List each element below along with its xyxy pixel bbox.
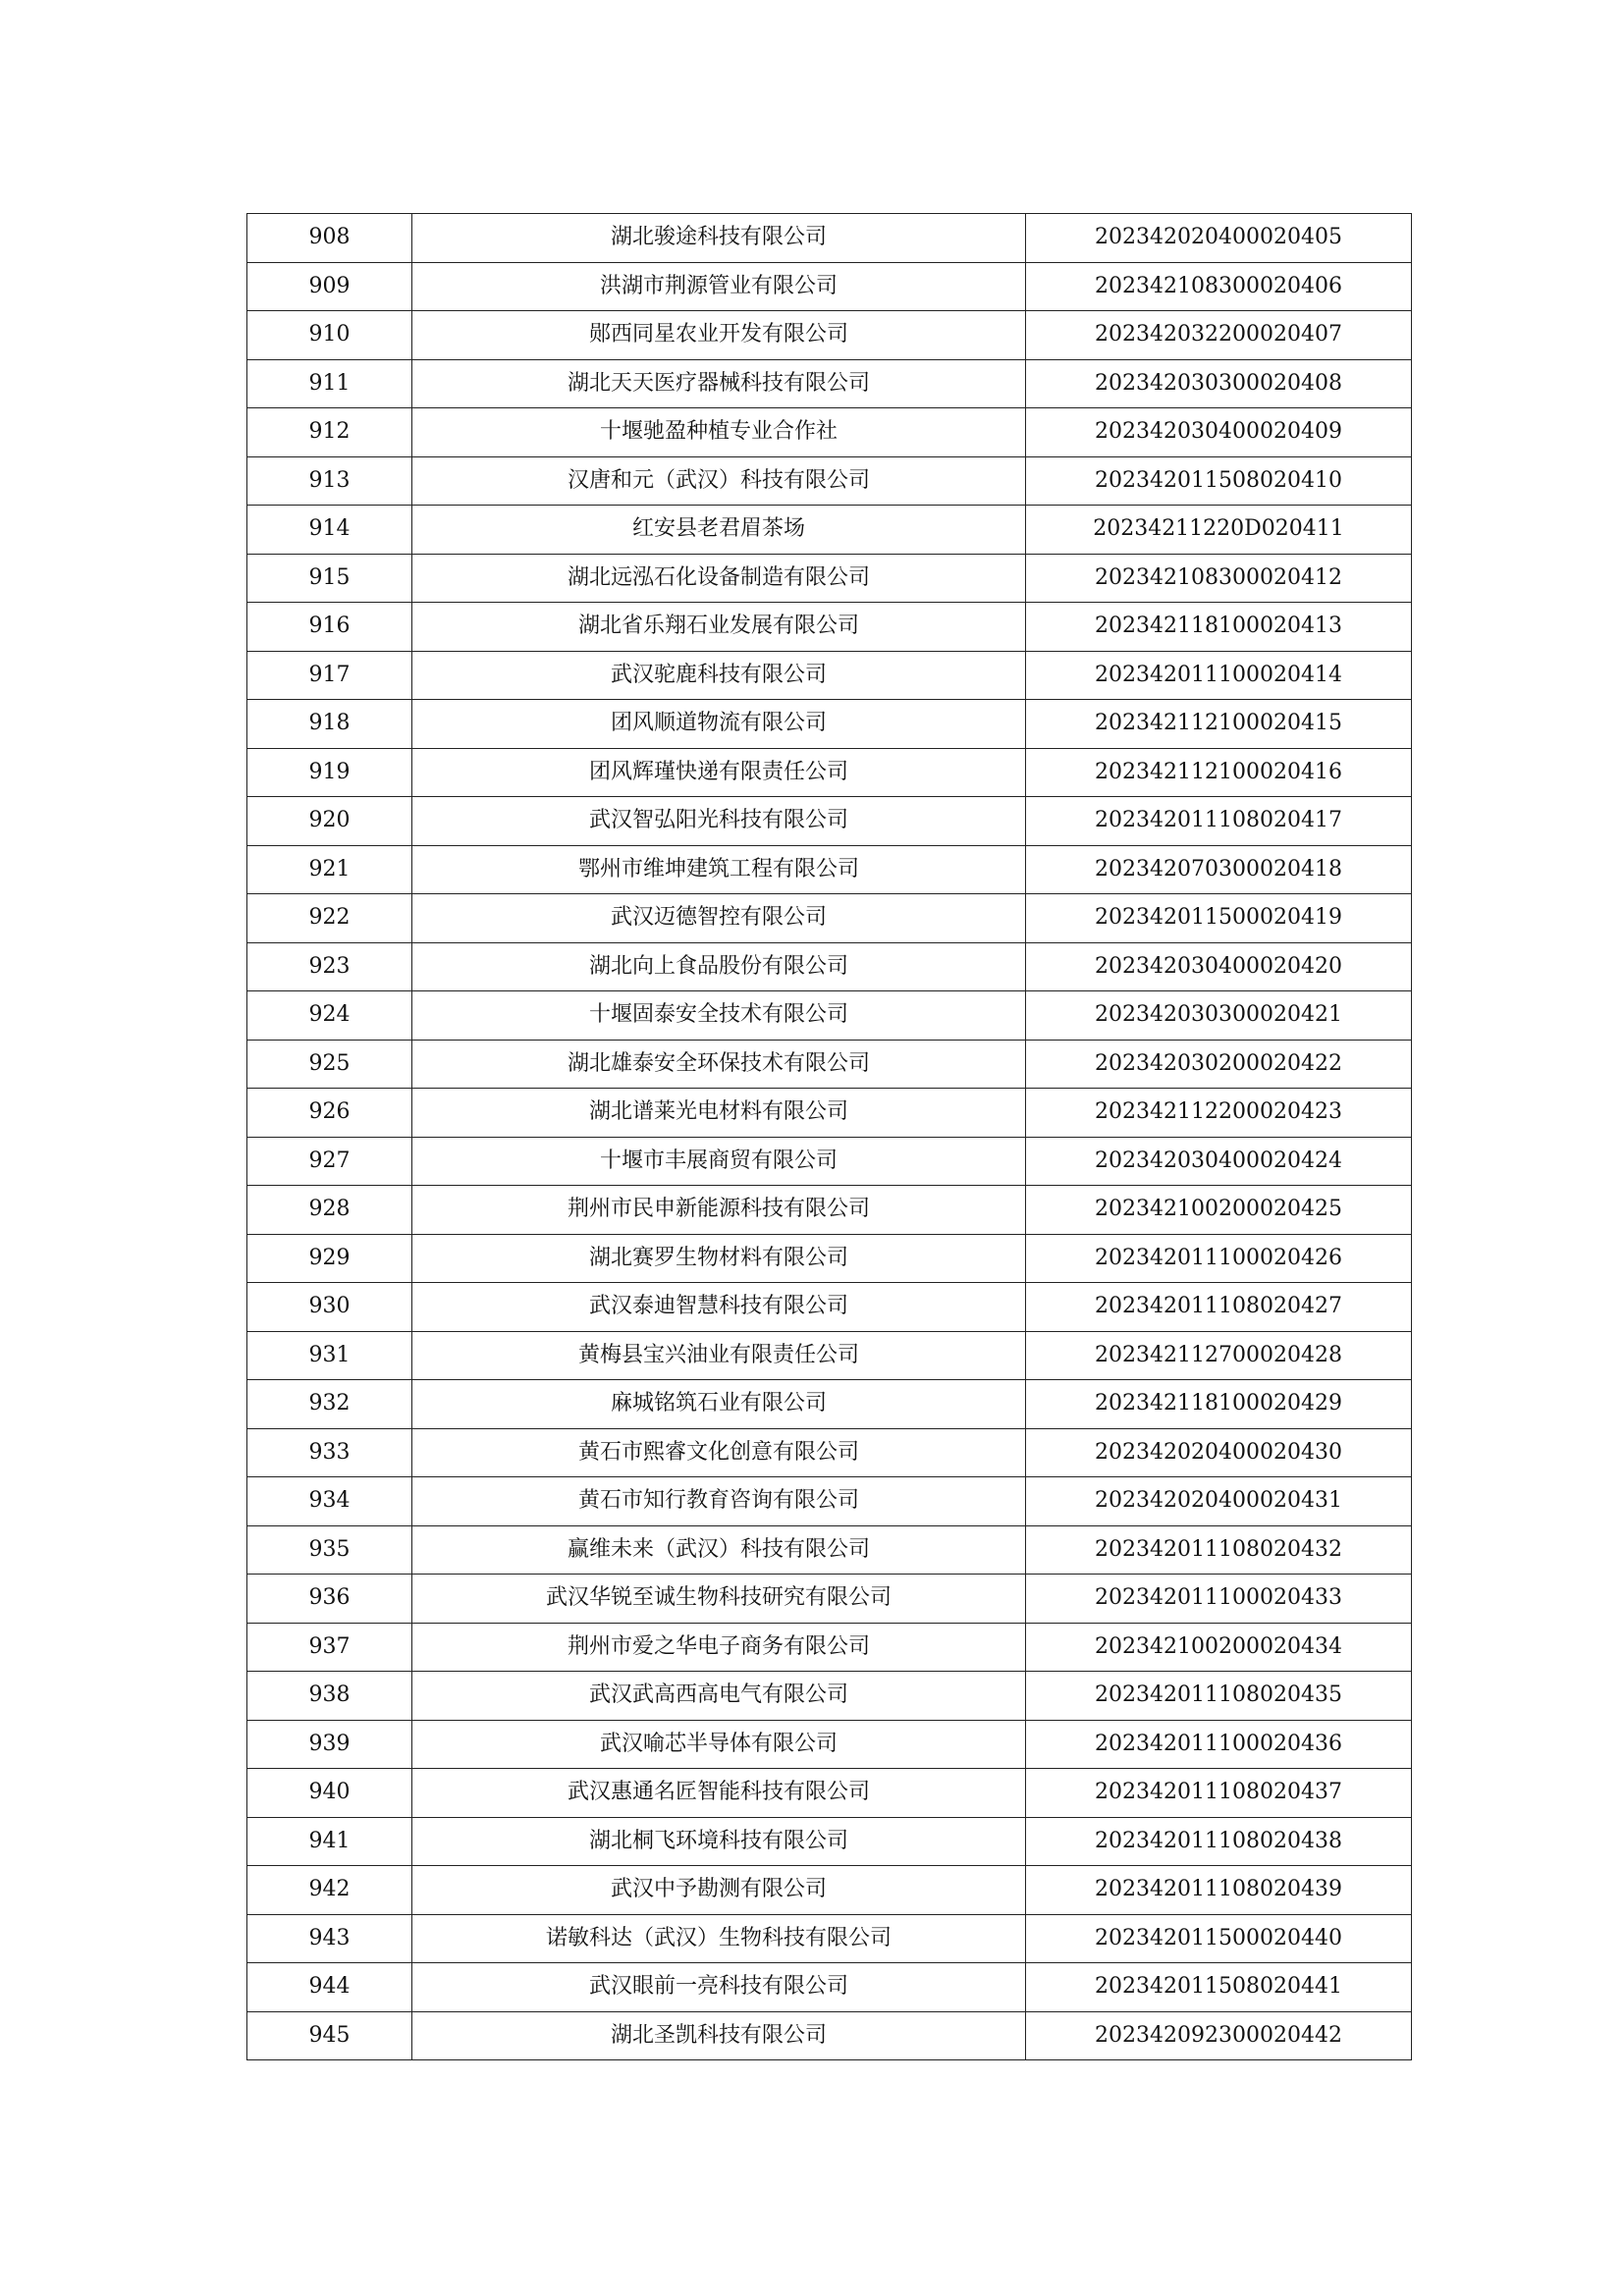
- table-row: [247, 651, 1412, 700]
- company-name-cell: 湖北省乐翔石业发展有限公司: [412, 603, 1026, 652]
- row-number-cell: 938: [247, 1672, 412, 1721]
- registration-code-cell: 202342011100020433: [1026, 1575, 1412, 1624]
- registration-code-cell: 202342070300020418: [1026, 845, 1412, 894]
- table-row: [247, 262, 1412, 311]
- registration-code-cell: 202342112200020423: [1026, 1089, 1412, 1138]
- company-name-cell: 武汉眼前一亮科技有限公司: [412, 1963, 1026, 2012]
- table-row: [247, 700, 1412, 749]
- registration-code-cell: 202342011500020440: [1026, 1914, 1412, 1963]
- company-name-cell: 武汉中予勘测有限公司: [412, 1866, 1026, 1915]
- row-number-cell: 941: [247, 1817, 412, 1866]
- company-name-cell: 湖北天天医疗器械科技有限公司: [412, 359, 1026, 408]
- row-number-cell: 937: [247, 1623, 412, 1672]
- registration-code-cell: 202342030200020422: [1026, 1040, 1412, 1089]
- registration-code-cell: 202342011108020439: [1026, 1866, 1412, 1915]
- company-name-cell: 洪湖市荆源管业有限公司: [412, 262, 1026, 311]
- row-number-cell: 908: [247, 214, 412, 263]
- table-row: [247, 1089, 1412, 1138]
- company-name-cell: 团风顺道物流有限公司: [412, 700, 1026, 749]
- company-name-cell: 麻城铭筑石业有限公司: [412, 1380, 1026, 1429]
- row-number-cell: 919: [247, 748, 412, 797]
- table-row: [247, 894, 1412, 943]
- registration-code-cell: 202342108300020412: [1026, 554, 1412, 603]
- registration-code-cell: 202342030400020424: [1026, 1137, 1412, 1186]
- company-name-cell: 荆州市民申新能源科技有限公司: [412, 1186, 1026, 1235]
- row-number-cell: 912: [247, 408, 412, 457]
- company-name-cell: 黄石市知行教育咨询有限公司: [412, 1477, 1026, 1526]
- registration-code-cell: 202342011108020435: [1026, 1672, 1412, 1721]
- company-name-cell: 十堰市丰展商贸有限公司: [412, 1137, 1026, 1186]
- registration-code-cell: 202342032200020407: [1026, 311, 1412, 360]
- company-name-cell: 湖北桐飞环境科技有限公司: [412, 1817, 1026, 1866]
- table-row: [247, 1040, 1412, 1089]
- row-number-cell: 933: [247, 1428, 412, 1477]
- registration-code-cell: 202342011108020432: [1026, 1525, 1412, 1575]
- table-row: [247, 1672, 1412, 1721]
- company-name-cell: 湖北谱莱光电材料有限公司: [412, 1089, 1026, 1138]
- row-number-cell: 914: [247, 506, 412, 555]
- table-row: [247, 1769, 1412, 1818]
- company-name-cell: 荆州市爱之华电子商务有限公司: [412, 1623, 1026, 1672]
- table-body: [247, 214, 1412, 2060]
- registration-code-cell: 202342030400020420: [1026, 942, 1412, 991]
- company-name-cell: 黄石市熙睿文化创意有限公司: [412, 1428, 1026, 1477]
- table-row: [247, 942, 1412, 991]
- registration-code-cell: 202342011100020436: [1026, 1720, 1412, 1769]
- row-number-cell: 913: [247, 456, 412, 506]
- row-number-cell: 936: [247, 1575, 412, 1624]
- registration-code-cell: 202342112100020415: [1026, 700, 1412, 749]
- row-number-cell: 926: [247, 1089, 412, 1138]
- table-row: [247, 1331, 1412, 1380]
- registration-code-cell: 202342030400020409: [1026, 408, 1412, 457]
- row-number-cell: 916: [247, 603, 412, 652]
- company-name-cell: 团风辉瑾快递有限责任公司: [412, 748, 1026, 797]
- company-name-cell: 武汉喻芯半导体有限公司: [412, 1720, 1026, 1769]
- registration-code-cell: 202342100200020434: [1026, 1623, 1412, 1672]
- company-name-cell: 湖北远泓石化设备制造有限公司: [412, 554, 1026, 603]
- row-number-cell: 927: [247, 1137, 412, 1186]
- table-row: [247, 456, 1412, 506]
- table-row: [247, 1283, 1412, 1332]
- registration-code-cell: 202342020400020430: [1026, 1428, 1412, 1477]
- company-name-cell: 湖北赛罗生物材料有限公司: [412, 1234, 1026, 1283]
- company-name-cell: 武汉武高西高电气有限公司: [412, 1672, 1026, 1721]
- row-number-cell: 921: [247, 845, 412, 894]
- company-name-cell: 武汉惠通名匠智能科技有限公司: [412, 1769, 1026, 1818]
- company-name-cell: 武汉迈德智控有限公司: [412, 894, 1026, 943]
- row-number-cell: 917: [247, 651, 412, 700]
- company-name-cell: 十堰固泰安全技术有限公司: [412, 991, 1026, 1041]
- row-number-cell: 923: [247, 942, 412, 991]
- registration-code-cell: 202342011108020417: [1026, 797, 1412, 846]
- company-name-cell: 武汉驼鹿科技有限公司: [412, 651, 1026, 700]
- registration-code-cell: 202342112100020416: [1026, 748, 1412, 797]
- row-number-cell: 915: [247, 554, 412, 603]
- table-row: [247, 554, 1412, 603]
- registration-code-cell: 202342092300020442: [1026, 2011, 1412, 2060]
- row-number-cell: 935: [247, 1525, 412, 1575]
- table-row: [247, 408, 1412, 457]
- table-row: [247, 991, 1412, 1041]
- registration-code-cell: 202342100200020425: [1026, 1186, 1412, 1235]
- company-name-cell: 湖北圣凯科技有限公司: [412, 2011, 1026, 2060]
- table-row: [247, 2011, 1412, 2060]
- registration-code-cell: 202342118100020413: [1026, 603, 1412, 652]
- row-number-cell: 924: [247, 991, 412, 1041]
- row-number-cell: 939: [247, 1720, 412, 1769]
- company-name-cell: 湖北骏途科技有限公司: [412, 214, 1026, 263]
- company-name-cell: 赢维未来（武汉）科技有限公司: [412, 1525, 1026, 1575]
- company-name-cell: 郧西同星农业开发有限公司: [412, 311, 1026, 360]
- company-name-cell: 武汉智弘阳光科技有限公司: [412, 797, 1026, 846]
- row-number-cell: 909: [247, 262, 412, 311]
- row-number-cell: 920: [247, 797, 412, 846]
- company-name-cell: 武汉华锐至诚生物科技研究有限公司: [412, 1575, 1026, 1624]
- table-row: [247, 1137, 1412, 1186]
- registration-code-cell: 202342108300020406: [1026, 262, 1412, 311]
- table-row: [247, 1817, 1412, 1866]
- registration-code-cell: 202342011508020441: [1026, 1963, 1412, 2012]
- table-row: [247, 1477, 1412, 1526]
- registration-code-cell: 202342011500020419: [1026, 894, 1412, 943]
- registration-code-cell: 202342118100020429: [1026, 1380, 1412, 1429]
- registration-code-cell: 202342030300020421: [1026, 991, 1412, 1041]
- row-number-cell: 942: [247, 1866, 412, 1915]
- registration-code-cell: 202342020400020431: [1026, 1477, 1412, 1526]
- table-row: [247, 1720, 1412, 1769]
- table-row: [247, 1186, 1412, 1235]
- table-row: [247, 1914, 1412, 1963]
- table-row: [247, 1380, 1412, 1429]
- row-number-cell: 911: [247, 359, 412, 408]
- row-number-cell: 910: [247, 311, 412, 360]
- table-row: [247, 748, 1412, 797]
- registration-code-cell: 202342011108020427: [1026, 1283, 1412, 1332]
- table-row: [247, 1234, 1412, 1283]
- registration-code-cell: 202342030300020408: [1026, 359, 1412, 408]
- table-row: [247, 1963, 1412, 2012]
- table-row: [247, 603, 1412, 652]
- row-number-cell: 945: [247, 2011, 412, 2060]
- company-name-cell: 黄梅县宝兴油业有限责任公司: [412, 1331, 1026, 1380]
- row-number-cell: 922: [247, 894, 412, 943]
- registration-code-cell: 20234211220D020411: [1026, 506, 1412, 555]
- table-row: [247, 1525, 1412, 1575]
- table-row: [247, 1575, 1412, 1624]
- company-name-cell: 鄂州市维坤建筑工程有限公司: [412, 845, 1026, 894]
- row-number-cell: 930: [247, 1283, 412, 1332]
- row-number-cell: 943: [247, 1914, 412, 1963]
- row-number-cell: 940: [247, 1769, 412, 1818]
- table-row: [247, 1866, 1412, 1915]
- table-row: [247, 214, 1412, 263]
- row-number-cell: 928: [247, 1186, 412, 1235]
- row-number-cell: 932: [247, 1380, 412, 1429]
- registration-code-cell: 202342011108020438: [1026, 1817, 1412, 1866]
- table-row: [247, 845, 1412, 894]
- enterprise-list-table: [246, 213, 1412, 2060]
- registration-code-cell: 202342020400020405: [1026, 214, 1412, 263]
- table-row: [247, 506, 1412, 555]
- row-number-cell: 929: [247, 1234, 412, 1283]
- company-name-cell: 十堰驰盈种植专业合作社: [412, 408, 1026, 457]
- registration-code-cell: 202342011108020437: [1026, 1769, 1412, 1818]
- registration-code-cell: 202342011508020410: [1026, 456, 1412, 506]
- registration-code-cell: 202342112700020428: [1026, 1331, 1412, 1380]
- row-number-cell: 934: [247, 1477, 412, 1526]
- registration-code-cell: 202342011100020414: [1026, 651, 1412, 700]
- company-name-cell: 湖北向上食品股份有限公司: [412, 942, 1026, 991]
- row-number-cell: 944: [247, 1963, 412, 2012]
- table-row: [247, 797, 1412, 846]
- row-number-cell: 931: [247, 1331, 412, 1380]
- row-number-cell: 925: [247, 1040, 412, 1089]
- company-name-cell: 红安县老君眉茶场: [412, 506, 1026, 555]
- company-name-cell: 汉唐和元（武汉）科技有限公司: [412, 456, 1026, 506]
- table-row: [247, 1623, 1412, 1672]
- row-number-cell: 918: [247, 700, 412, 749]
- table-row: [247, 1428, 1412, 1477]
- registration-code-cell: 202342011100020426: [1026, 1234, 1412, 1283]
- company-name-cell: 诺敏科达（武汉）生物科技有限公司: [412, 1914, 1026, 1963]
- company-name-cell: 武汉泰迪智慧科技有限公司: [412, 1283, 1026, 1332]
- table-row: [247, 311, 1412, 360]
- table-row: [247, 359, 1412, 408]
- company-name-cell: 湖北雄泰安全环保技术有限公司: [412, 1040, 1026, 1089]
